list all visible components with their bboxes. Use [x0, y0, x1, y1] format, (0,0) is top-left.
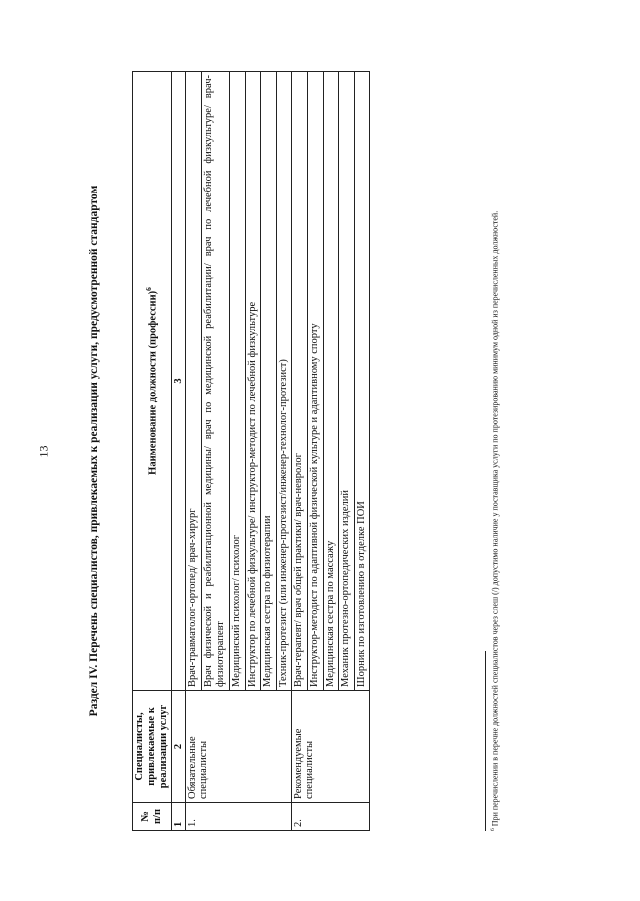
group-number: 2. — [292, 802, 370, 830]
section-title: Раздел IV. Перечень специалистов, привлекаемых к реализации услуги, предусмотренной стандартом — [88, 185, 100, 716]
column-index-3: 3 — [172, 71, 186, 690]
profession-cell: Врач физической и реабилитационной медицины/ врач по медицинской реабилитации/ врач по лечебной физкультуре/ врач-физиотерапевт — [201, 71, 229, 690]
footnote-ref: 6 — [143, 286, 153, 291]
profession-cell: Инструктор-методист по адаптивной физической культуре и адаптивному спорту — [307, 71, 323, 690]
profession-cell: Врач-травматолог-ортопед/ врач-хирург — [186, 71, 202, 690]
column-index-row — [172, 71, 186, 830]
header-specialists: Специалисты, привлекаемые к реализации услуг — [133, 690, 172, 802]
profession-cell: Врач-терапевт/ врач общей практики/ врач-невролог — [292, 71, 308, 690]
header-profession — [133, 71, 172, 690]
column-index-2: 2 — [172, 690, 186, 802]
rotated-page-content — [80, 41, 560, 861]
footnote — [490, 71, 500, 831]
specialists-table — [132, 71, 370, 831]
profession-cell: Медицинский психолог/ психолог — [229, 71, 245, 690]
group-number: 1. — [186, 802, 292, 830]
footnote-divider — [485, 651, 486, 831]
profession-cell: Шорник по изготовлению в отделке ПОИ — [354, 71, 370, 690]
table-row — [186, 71, 202, 830]
group-category: Обязательные специалисты — [186, 690, 292, 802]
header-profession-label: Наименование должности (профессии) — [147, 290, 159, 475]
column-index-1: 1 — [172, 802, 186, 830]
profession-cell: Механик протезно-ортопедических изделий — [339, 71, 355, 690]
footnote-text: При перечислении в перечне должностей специалистов через слеш (/) допустимо наличие у поставщика услуги по протезированию минимум одной из перечисленных должностей. — [490, 210, 500, 826]
table-row — [292, 71, 308, 830]
group-category: Рекомендуемые специалисты — [292, 690, 370, 802]
header-row — [133, 71, 172, 830]
profession-cell: Медицинская сестра по массажу — [323, 71, 339, 690]
header-number: № п/п — [133, 802, 172, 830]
profession-cell: Инструктор по лечебной физкультуре/ инструктор-методист по лечебной физкультуре — [245, 71, 261, 690]
footnote-mark: 6 — [490, 827, 496, 831]
page-number: 13 — [36, 445, 51, 458]
profession-cell: Медицинская сестра по физиотерапии — [261, 71, 277, 690]
profession-cell: Техник-протезист (или инженер-протезист/инженер-технолог-протезист) — [276, 71, 292, 690]
